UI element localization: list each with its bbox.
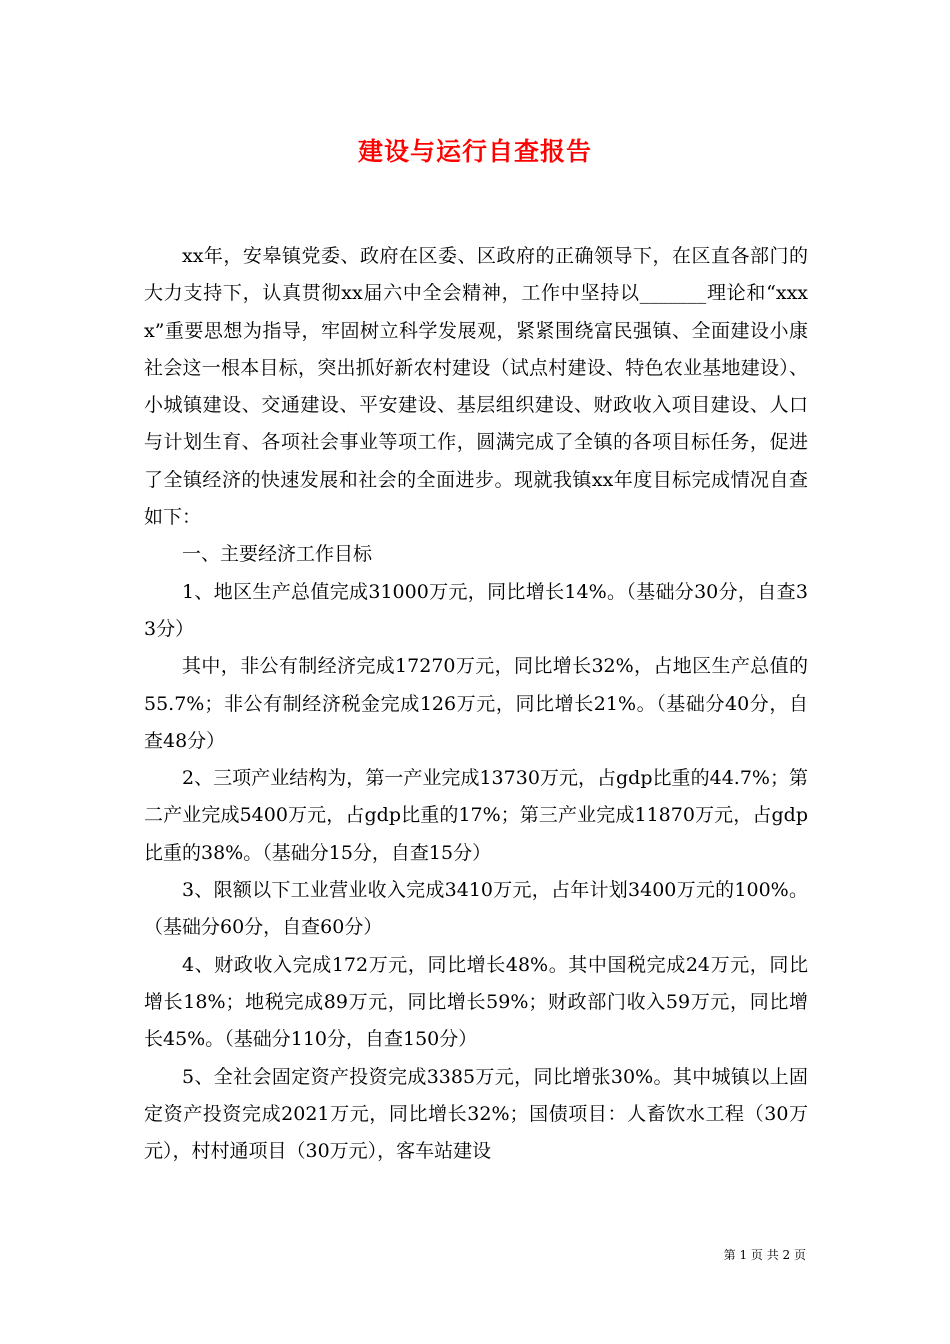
paragraph-item-2: 2、三项产业结构为，第一产业完成13730万元，占gdp比重的44.7%；第二产业完成5400万元，占gdp比重的17%；第三产业完成11870万元，占gdp比重的38%。（基础分15分，自查15分）: [144, 767, 808, 864]
paragraph-item-3: 3、限额以下工业营业收入完成3410万元，占年计划3400万元的100%。（基础分60分，自查60分）: [144, 879, 808, 939]
paragraph-item-1: 1、地区生产总值完成31000万元，同比增长14%。（基础分30分，自查33分）: [144, 580, 808, 640]
document-title: 建设与运行自查报告: [357, 137, 592, 166]
page-number: 第 1 页 共 2 页: [723, 1248, 806, 1262]
paragraph-item-5: 5、全社会固定资产投资完成3385万元，同比增张30%。其中城镇以上固定资产投资完成2021万元，同比增长32%；国债项目：人畜饮水工程（30万元），村村通项目（30万元），客车站建设: [144, 1065, 808, 1163]
paragraph-item-4: 4、财政收入完成172万元，同比增长48%。其中国税完成24万元，同比增长18%；地税完成89万元，同比增长59%；财政部门收入59万元，同比增长45%。（基础分110分，自查150分）: [144, 953, 808, 1051]
paragraph-item-1-detail: 其中，非公有制经济完成17270万元，同比增长32%，占地区生产总值的55.7%；非公有制经济税金完成126万元，同比增长21%。（基础分40分，自查48分）: [144, 655, 808, 752]
document-body: [144, 238, 808, 1170]
section-heading: 一、主要经济工作目标: [182, 543, 373, 566]
paragraph-intro: xx年，安皋镇党委、政府在区委、区政府的正确领导下，在区直各部门的大力支持下，认真贯彻xx届六中全会精神，工作中坚持以_______理论和“xxxx”重要思想为指导，牢固树立科学发展观，紧紧围绕富民强镇、全面建设小康社会这一根本目标，突出抓好新农村建设（试点村建设、特色农业基地建设）、小城镇建设、交通建设、平安建设、基层组织建设、财政收入项目建设、人口与计划生育、各项社会事业等项工作，圆满完成了全镇的各项目标任务，促进了全镇经济的快速发展和社会的全面进步。现就我镇xx年度目标完成情况自查如下：: [144, 245, 808, 529]
